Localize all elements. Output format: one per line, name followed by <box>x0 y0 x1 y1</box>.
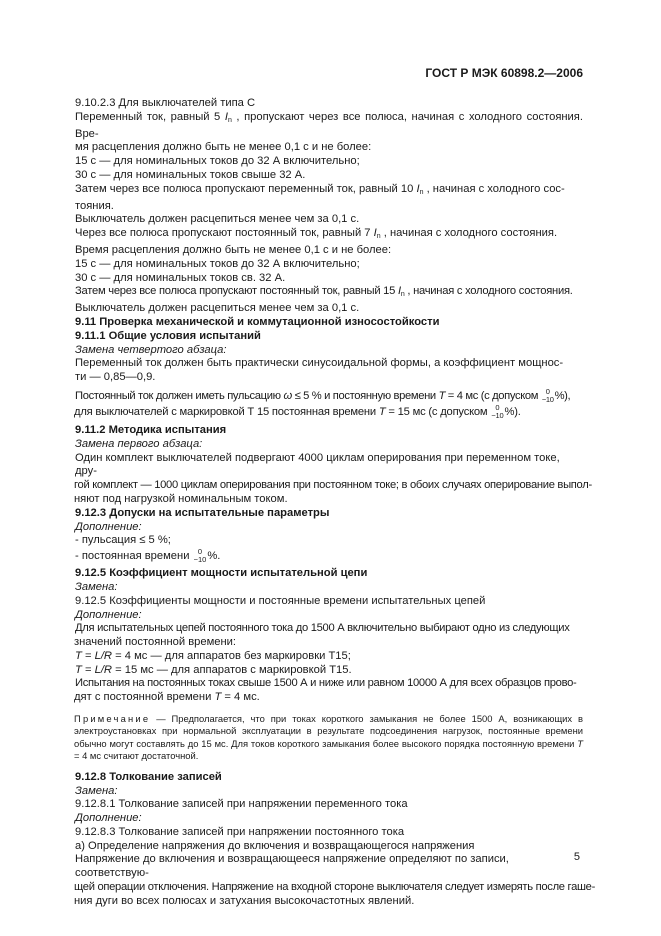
text-line: а) Определение напряжения до включения и возвращающегося напряжения <box>75 839 475 852</box>
tolerance-fraction: 0 −10 <box>541 386 554 404</box>
document-code-header: ГОСТ Р МЭК 60898.2—2006 <box>425 66 583 80</box>
text-line: 30 с — для номинальных токов св. 32 А. <box>75 271 286 284</box>
text-line: дят с постоянной времени T = 4 мс. <box>74 691 260 704</box>
section-heading-9-12-3: 9.12.3 Допуски на испытательные параметры <box>75 506 330 519</box>
text-line: Дополнение: <box>75 520 142 533</box>
text-line: Замена: <box>75 784 118 797</box>
section-heading-9-11: 9.11 Проверка механической и коммутационной износостойкости <box>75 315 440 328</box>
tolerance-fraction: 0 −10 <box>193 547 207 565</box>
page-number: 5 <box>573 851 580 863</box>
text-line: T = L/R = 4 мс — для аппаратов без маркировки Т15; <box>75 649 351 662</box>
note-label: Примечание <box>74 713 151 725</box>
text-line: T = L/R = 15 мс — для аппаратов с маркировкой Т15. <box>75 663 352 676</box>
text-line: 30 с — для номинальных токов свыше 32 А. <box>75 168 306 181</box>
text-line: Затем через все полюса пропускают переменный ток, равный 10 $I_n$ , начиная с холодного сос- <box>75 182 565 196</box>
note-paragraph: Примечание — Предполагается, что при токах короткого замыкания не более 1500 А, возникающих в электроустановках при нормальной эксплуатации в результате подсоединения нагрузок, постоянные времени обычно могут составлять до 15 мс. Для токов короткого замыкания более высокого порядка постоянную времени T = 4 мс считают достаточной. <box>74 713 583 762</box>
text-line: Затем через все полюса пропускают постоянный ток, равный 15 $I_n$ , начиная с холодного состояния. <box>75 285 573 299</box>
text-line: 15 с — для номинальных токов до 32 А включительно; <box>75 155 360 168</box>
text-line: для выключателей с маркировкой Т 15 постоянная времени T = 15 мс (с допуском 0 −10 %). <box>74 402 521 420</box>
text-line: Замена четвертого абзаца: <box>75 343 227 356</box>
section-heading-9-12-8: 9.12.8 Толкование записей <box>75 770 222 783</box>
text-line: Замена: <box>75 580 118 593</box>
text-line: Переменный ток должен быть практически синусоидальной формы, а коэффициент мощнос- <box>75 357 564 370</box>
tolerance-fraction: 0 −10 <box>491 402 504 420</box>
text-line: Один комплект выключателей подвергают 4000 циклам оперирования при переменном токе, дру- <box>75 451 560 478</box>
text-line: Время расцепления должно быть не менее 0,1 с и не более: <box>75 243 392 256</box>
text-line: Выключатель должен расцепиться менее чем за 0,1 с. <box>75 302 360 315</box>
list-item: - постоянная времени 0 −10 %. <box>75 547 221 565</box>
text-line: Через все полюса пропускают постоянный ток, равный 7 $I_n$ , начиная с холодного состояния. <box>75 227 558 241</box>
text-line: Дополнение: <box>75 608 142 621</box>
text-line: гой комплект — 1000 циклам оперирования при постоянном токе; в обоих случаях оперирование выпол- <box>74 479 592 492</box>
text-line: ти — 0,85—0,9. <box>75 371 156 384</box>
text-line: тояния. <box>75 199 114 212</box>
text-line: значений постоянной времени: <box>74 636 237 649</box>
text-line: Постоянный ток должен иметь пульсацию ω ≤ 5 % и постоянную времени T = 4 мс (с допуском 0 −10 %), <box>75 386 571 404</box>
text-line: 9.12.8.3 Толкование записей при напряжении постоянного тока <box>75 825 405 838</box>
text-line: няют под нагрузкой номинальным током. <box>74 492 288 505</box>
text-line: ния дуги во всех полюсах и затухания высокочастотных явлений. <box>74 894 415 907</box>
text-line: мя расцепления должно быть не менее 0,1 с и не более: <box>75 141 372 154</box>
text-line: Напряжение до включения и возвращающееся напряжение определяют по записи, соответствую- <box>75 853 509 880</box>
section-heading-9-11-2: 9.11.2 Методика испытания <box>75 423 227 436</box>
text-line: 9.12.5 Коэффициенты мощности и постоянные времени испытательных цепей <box>75 594 486 607</box>
text-line: Дополнение: <box>75 812 142 825</box>
text-line: Переменный ток, равный 5 $I_n$ , пропускают через все полюса, начиная с холодного состояния. Вре- <box>75 110 583 140</box>
list-item: - пульсация ≤ 5 %; <box>75 534 171 547</box>
clause-9-10-2-3-title: 9.10.2.3 Для выключателей типа С <box>75 97 256 109</box>
section-heading-9-11-1: 9.11.1 Общие условия испытаний <box>75 329 261 342</box>
text-line: Выключатель должен расцепиться менее чем за 0,1 с. <box>75 213 360 226</box>
text-line: Испытания на постоянных токах свыше 1500 А и ниже или равном 10000 А для всех образцов прово- <box>75 677 577 690</box>
page-content <box>74 97 596 909</box>
text-line: 9.12.8.1 Толкование записей при напряжении переменного тока <box>75 798 408 811</box>
text-line: щей операции отключения. Напряжение на входной стороне выключателя следует измерять после гаше- <box>74 881 596 894</box>
text-line: Для испытательных цепей постоянного тока до 1500 А включительно выбирают одно из следующих <box>75 622 570 635</box>
section-heading-9-12-5: 9.12.5 Коэффициент мощности испытательной цепи <box>75 567 368 580</box>
text-line: 15 с — для номинальных токов до 32 А включительно; <box>75 257 360 270</box>
text-line: Замена первого абзаца: <box>75 437 203 450</box>
